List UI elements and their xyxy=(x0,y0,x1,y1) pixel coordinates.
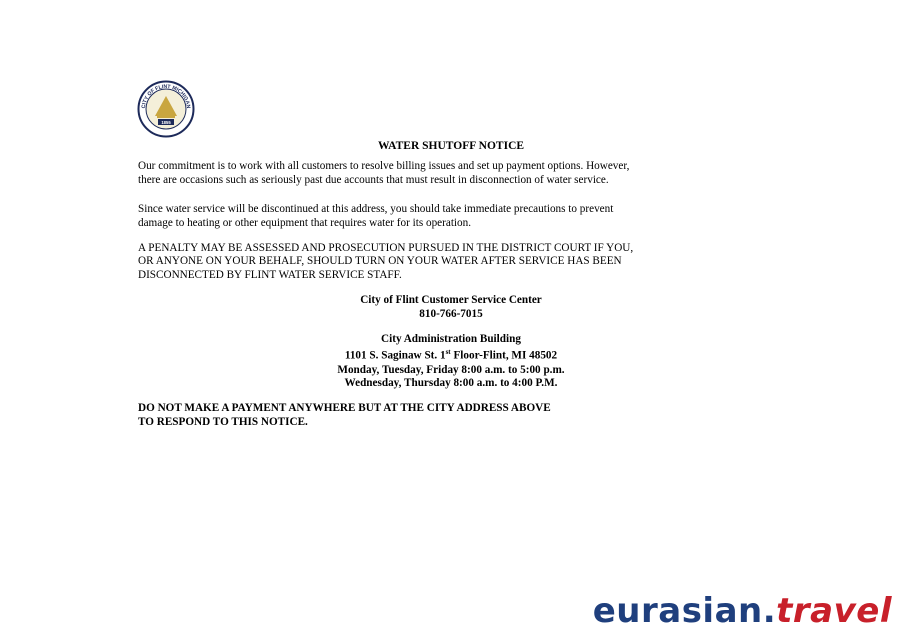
notice-title: WATER SHUTOFF NOTICE xyxy=(377,140,525,152)
seal-text: CITY OF FLINT MICHIGAN xyxy=(140,83,192,109)
penalty-line: OR ANYONE ON YOUR BEHALF, SHOULD TURN ON YOUR WATER AFTER SERVICE HAS BEEN xyxy=(138,255,622,268)
penalty-warning xyxy=(138,242,708,282)
office-hours-line: Monday, Tuesday, Friday 8:00 a.m. to 5:00 p.m. xyxy=(337,363,565,376)
paragraph-line: damage to heating or other equipment that requires water for its operation. xyxy=(138,216,472,229)
payment-warning xyxy=(138,402,708,429)
building-name: City Administration Building xyxy=(381,333,521,346)
office-hours-line: Wednesday, Thursday 8:00 a.m. to 4:00 P.M. xyxy=(344,377,558,390)
penalty-line: DISCONNECTED BY FLINT WATER SERVICE STAFF. xyxy=(138,268,402,281)
payment-warning-line: DO NOT MAKE A PAYMENT ANYWHERE BUT AT THE CITY ADDRESS ABOVE xyxy=(138,402,551,415)
address-prefix: 1101 S. Saginaw St. 1 xyxy=(344,350,446,363)
watermark-part1: eurasian. xyxy=(592,591,777,631)
service-center-name: City of Flint Customer Service Center xyxy=(360,294,542,307)
building-address xyxy=(194,346,708,363)
paragraph-commitment xyxy=(138,160,708,187)
address-suffix: Floor-Flint, MI 48502 xyxy=(450,350,558,363)
watermark-logo xyxy=(593,591,892,631)
paragraph-line: there are occasions such as seriously past due accounts that must result in disconnection of water service. xyxy=(138,173,609,186)
service-center-phone: 810-766-7015 xyxy=(419,307,483,320)
penalty-line: A PENALTY MAY BE ASSESSED AND PROSECUTION PURSUED IN THE DISTRICT COURT IF YOU, xyxy=(138,242,634,255)
payment-warning-line: TO RESPOND TO THIS NOTICE. xyxy=(138,415,308,428)
administration-building-block xyxy=(138,333,708,390)
shutoff-notice-document xyxy=(138,140,708,429)
paragraph-line: Since water service will be discontinued at this address, you should take immediate precautions to prevent xyxy=(138,203,614,216)
city-seal-logo xyxy=(137,80,195,138)
paragraph-precautions xyxy=(138,203,708,230)
watermark-part2: travel xyxy=(776,591,892,631)
paragraph-line: Our commitment is to work with all customers to resolve billing issues and set up payment options. However, xyxy=(138,160,630,173)
seal-year: 1855 xyxy=(161,119,171,125)
address-superscript: st xyxy=(445,348,451,357)
customer-service-block xyxy=(138,294,708,321)
